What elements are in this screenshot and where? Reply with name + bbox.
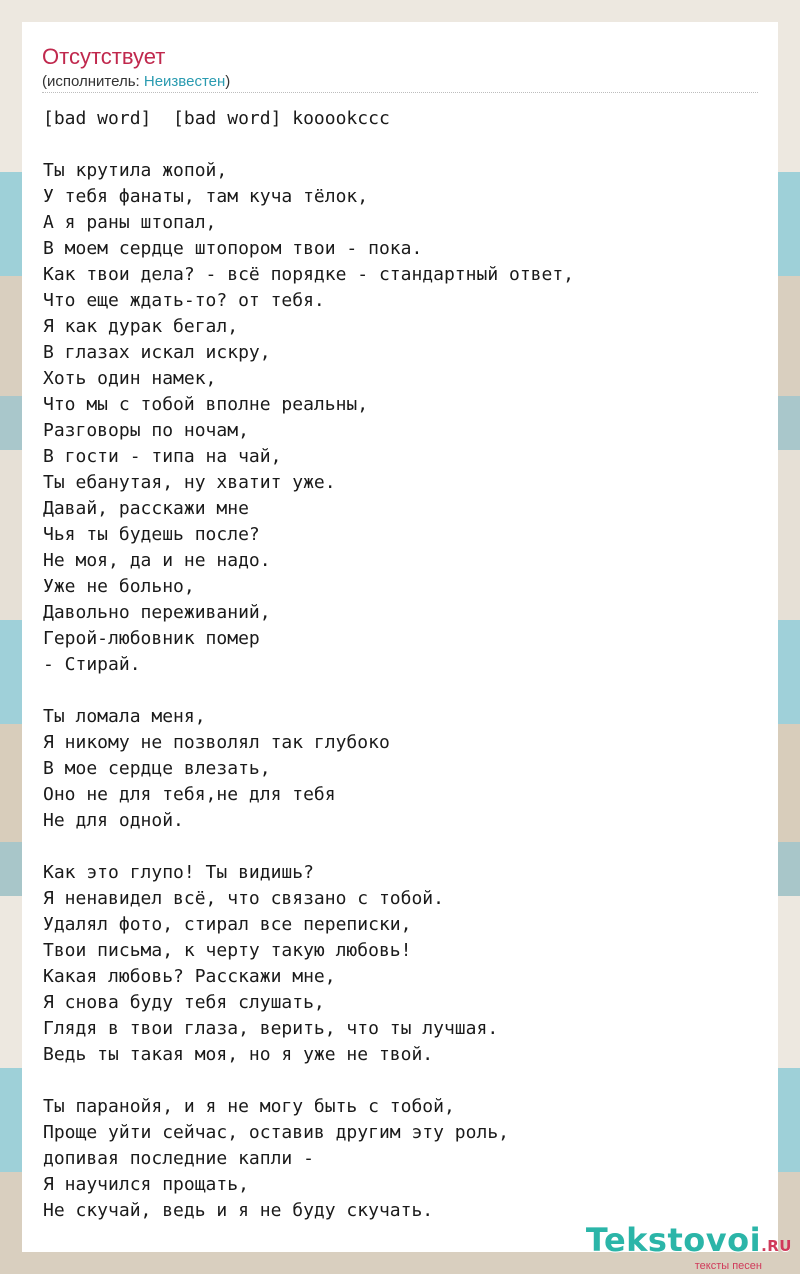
- artist-prefix: (исполнитель:: [42, 73, 144, 90]
- lyrics-text: [bad word] [bad word] kooookccc Ты крутила жопой, У тебя фанаты, там куча тёлок, А я раны штопал, В моем сердце штопором твои - пока. Как твои дела? - всё порядке - стандартный ответ, Что еще ждать-то? от тебя. Я как дурак бегал, В глазах искал искру, Хоть один намек, Что мы с тобой вполне реальны, Разговоры по ночам, В гости - типа на чай, Ты ебанутая, ну хватит уже. Давай, расскажи мне Чья ты будешь после? Не моя, да и не надо. Уже не больно, Давольно переживаний, Герой-любовник помер - Стирай. Ты ломала меня, Я никому не позволял так глубоко В мое сердце влезать, Оно не для тебя,не для тебя Не для одной. Как это глупо! Ты видишь? Я ненавидел всё, что связано с тобой. Удалял фото, стирал все переписки, Твои письма, к черту такую любовь! Какая любовь? Расскажи мне, Я снова буду тебя слушать, Глядя в твои глаза, верить, что ты лучшая. Ведь ты такая моя, но я уже не твой. Ты паранойя, и я не могу быть с тобой, Проще уйти сейчас, оставив другим эту роль, допивая последние капли - Я научился прощать, Не скучай, ведь и я не буду скучать.: [43, 108, 575, 1221]
- logo-domain: .RU: [761, 1237, 792, 1255]
- logo-wordmark: [586, 1223, 792, 1263]
- artist-suffix: ): [225, 73, 231, 90]
- logo-tagline: тексты песен: [694, 1260, 762, 1272]
- song-title: Отсутствует: [42, 44, 166, 69]
- site-logo[interactable]: [586, 1223, 792, 1272]
- artist-link[interactable]: Неизвестен: [143, 73, 226, 90]
- lyrics-card: [22, 22, 778, 1252]
- artist-line: [42, 73, 230, 91]
- logo-main-text: Tekstovoi: [585, 1221, 762, 1259]
- divider: [42, 92, 758, 93]
